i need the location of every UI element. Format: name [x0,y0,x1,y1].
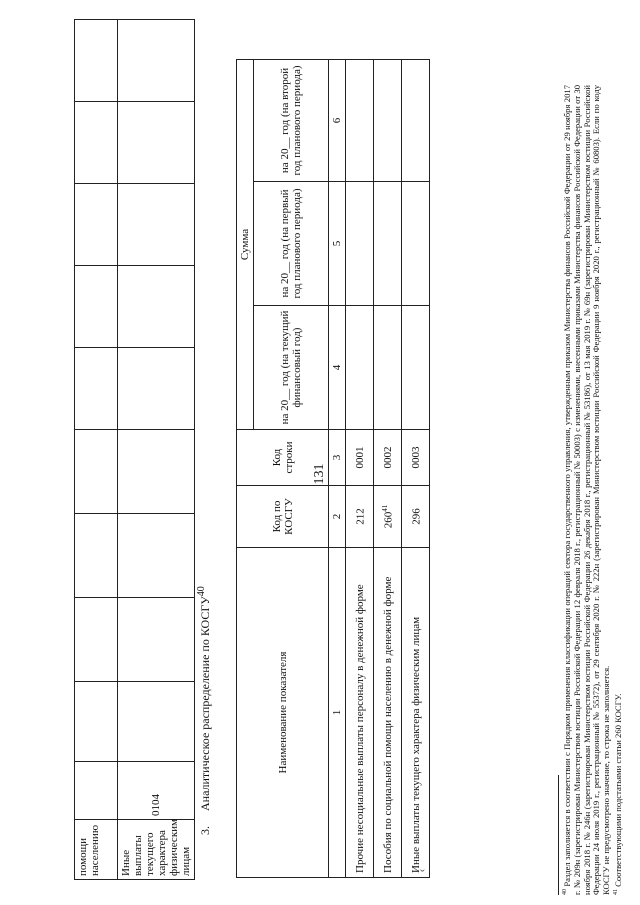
table-cell [374,59,402,181]
table-row [402,59,430,877]
footnote-mark: 40 [562,889,568,895]
section-title: Аналитическое распределение по КОСГУ [198,596,212,811]
table-cell [118,184,195,266]
kosgu-table-block [236,60,430,878]
table-row [374,59,402,877]
header-kosgu: Код по КОСГУ [237,486,329,548]
header-row-code: Код строки [237,430,329,486]
table-cell [118,266,195,348]
table-cell [346,59,374,181]
row-name: Иные выплаты текущего характера физическим лицам [402,548,430,878]
table-cell [374,306,402,430]
header-col5: на 20__ год (на первый год планового периода) [254,182,329,306]
table-cell [118,348,195,430]
table-cell [402,59,430,181]
table-cell [75,348,118,430]
table-cell [75,430,118,514]
header-col4: на 20__ год (на текущий финансовый год) [254,306,329,430]
kosgu-value: 212 [354,508,367,525]
row-name-cell: Иные выплаты текущего характера физическим лицам [118,820,195,880]
table-cell [75,102,118,184]
footnote [613,85,624,895]
table-row [346,59,374,877]
section-number: 3. [198,826,212,835]
kosgu-value: 260 [382,511,395,529]
table-cell [402,182,430,306]
footnote-divider [558,775,559,895]
kosgu-table [236,59,430,878]
row-code-cell [75,762,118,820]
table-cell [402,306,430,430]
header-row [237,59,254,877]
table-cell [374,182,402,306]
column-number: 4 [329,306,346,430]
table-cell [75,598,118,682]
table-row [75,20,118,880]
row-code-cell: 0104 [118,762,195,820]
column-number: 3 [329,430,346,486]
column-number: 5 [329,182,346,306]
table-cell [75,184,118,266]
table-cell [75,682,118,762]
header-sum: Сумма [237,59,254,429]
table-cell [346,306,374,430]
table-cell [75,514,118,598]
footnote-ref: 41 [380,504,389,512]
footnotes [558,85,625,895]
column-number: 6 [329,59,346,181]
row-code: 0002 [374,430,402,486]
row-code: 0003 [402,430,430,486]
binding-mark: ˇ [420,868,425,883]
table-cell [118,430,195,514]
column-number: 1 [329,548,346,878]
table-cell [346,182,374,306]
footnote-text: Соответствующими подстатьями статьи 260 КОСГУ. [613,693,624,887]
table-cell [75,266,118,348]
header-name: Наименование показателя [237,548,329,878]
continuation-table-block [74,20,195,880]
row-kosgu [374,486,402,548]
header-col6: на 20__ год (на второй год планового периода) [254,59,329,181]
table-cell [118,20,195,102]
row-kosgu [346,486,374,548]
page-number: 131 [312,463,327,485]
table-cell [75,20,118,102]
column-number-row [329,59,346,877]
continuation-table [74,19,195,880]
table-cell [118,514,195,598]
row-name: Пособия по социальной помощи населению в денежной форме [374,548,402,878]
row-kosgu [402,486,430,548]
row-code: 0001 [346,430,374,486]
column-number: 2 [329,486,346,548]
footnote-text: Раздел заполняется в соответствии с Порядком применения классификации операций сектора государственного управления, утвержденным приказом Министерства финансов Российской Федерации от 29 ноября 2017 г. № 209н (зарегистрирован Министерством юстиции Российской Федерации 12 февраля 2018 г., регистрационный № 50003) с изменениями, внесенными приказами Министерства финансов Российской Федерации от 30 ноября 2018 г. № 246н (зарегистрирован Министерством юстиции Российской Федерации 26 декабря 2018 г., регистрационный № 53186), от 13 мая 2019 г. № 69н (зарегистрирован Министерством юстиции Российской Федерации 24 июля 2019 г., регистрационный № 55372), от 29 сентября 2020 г. № 222н (зарегистрирован Министерством юстиции Российской Федерации 9 ноября 2020 г., регистрационный № 60803). Если по коду КОСГУ не предусмотрено значение, то строка не заполняется. [561,85,612,895]
row-name-cell: помощи населению [75,820,118,880]
table-cell [118,598,195,682]
table-row [118,20,195,880]
table-cell [118,102,195,184]
kosgu-value: 296 [410,508,423,525]
table-cell [118,682,195,762]
footnote-ref: 40 [196,586,207,597]
section-heading [196,585,213,835]
footnote [562,85,612,895]
row-name: Прочие несоциальные выплаты персоналу в денежной форме [346,548,374,878]
footnote-mark: 41 [613,889,620,895]
